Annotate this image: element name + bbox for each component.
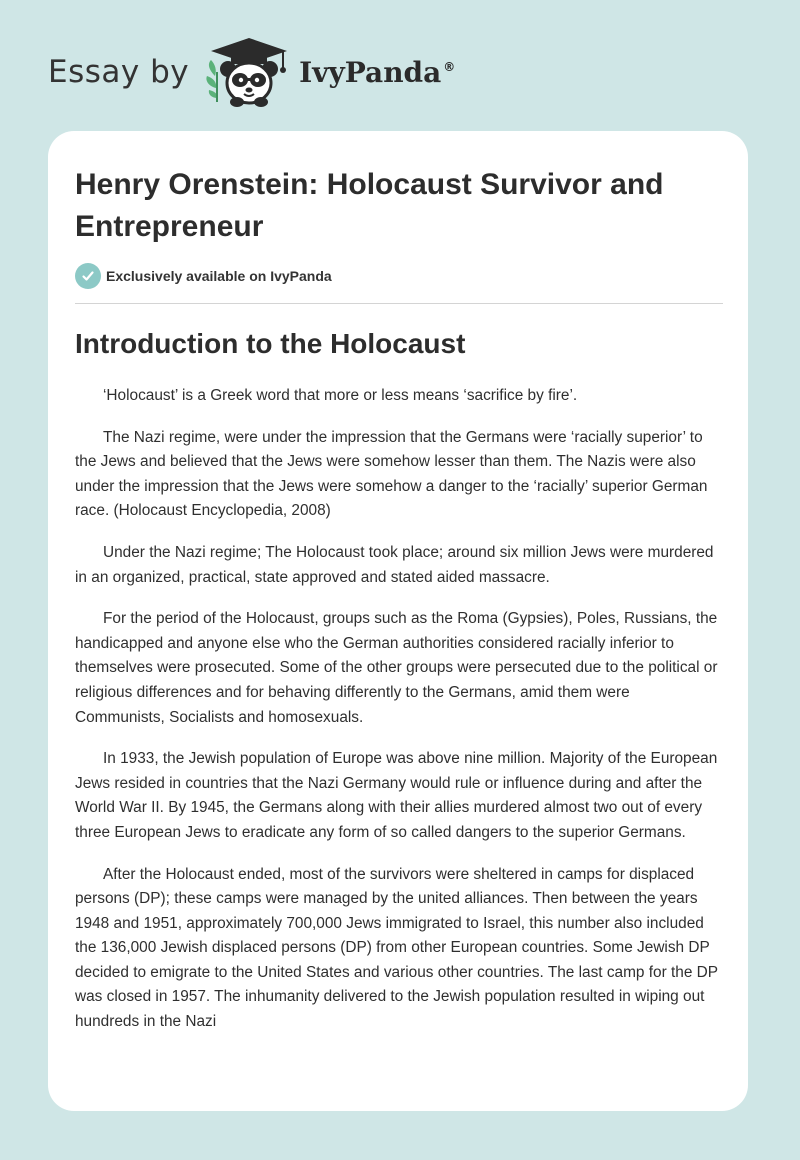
paragraph: ‘Holocaust’ is a Greek word that more or less means ‘sacrifice by fire’. — [103, 387, 578, 404]
panda-logo-icon — [203, 36, 295, 108]
exclusive-badge — [75, 263, 332, 289]
divider — [75, 303, 723, 304]
paragraph: For the period of the Holocaust, groups such as the Roma (Gypsies), Poles, Russians, the handicapped and anyone else who the German authorities considered racially inferior to themselves were prosecuted. Some of the other groups were persecuted due to the political or religious differences and for behaving differently to the Germans, amid them were Communists, Socialists and homosexuals. — [75, 610, 718, 726]
section-heading: Introduction to the Holocaust — [75, 328, 466, 359]
paragraph: After the Holocaust ended, most of the survivors were sheltered in camps for displaced persons (DP); these camps were managed by the united alliances. Then between the years 1948 and 1951, approximately 700,000 Jews immigrated to Israel, this number also included the 136,000 Jewish displaced persons (DP) from other European countries. Some Jewish DP decided to emigrate to the United States and various other countries. The last camp for the DP was closed in 1957. The inhumanity delivered to the Jewish population resulted in wiping out hundreds in the Nazi — [75, 865, 718, 1031]
registered-mark: ® — [443, 60, 456, 75]
badge-text: Exclusively available on IvyPanda — [106, 268, 332, 284]
brand-name-text: IvyPanda — [299, 55, 442, 89]
essay-body — [75, 384, 723, 1052]
brand-name — [299, 56, 455, 89]
paragraph: Under the Nazi regime; The Holocaust took place; around six million Jews were murdered in an organized, practical, state approved and stated aided massacre. — [75, 543, 714, 586]
paragraph: The Nazi regime, were under the impression that the Germans were ‘racially superior’ to the Jews and believed that the Jews were somehow lesser than them. The Nazis were also under the impression that the Jews were somehow a danger to the ‘racially’ superior German race. (Holocaust Encyclopedia, 2008) — [75, 428, 708, 520]
brand-header — [48, 36, 455, 108]
essay-card — [48, 131, 748, 1111]
essay-title: Henry Orenstein: Holocaust Survivor and Entrepreneur — [75, 168, 664, 243]
paragraph: In 1933, the Jewish population of Europe was above nine million. Majority of the European Jews resided in countries that the Nazi Germany would rule or influence during and after the World War II. By 1945, the Germans along with their allies murdered almost two out of every three European Jews to eradicate any form of so called dangers to the superior Germans. — [75, 750, 718, 841]
brand-prefix: Essay by — [48, 54, 190, 90]
check-circle-icon — [75, 263, 101, 289]
